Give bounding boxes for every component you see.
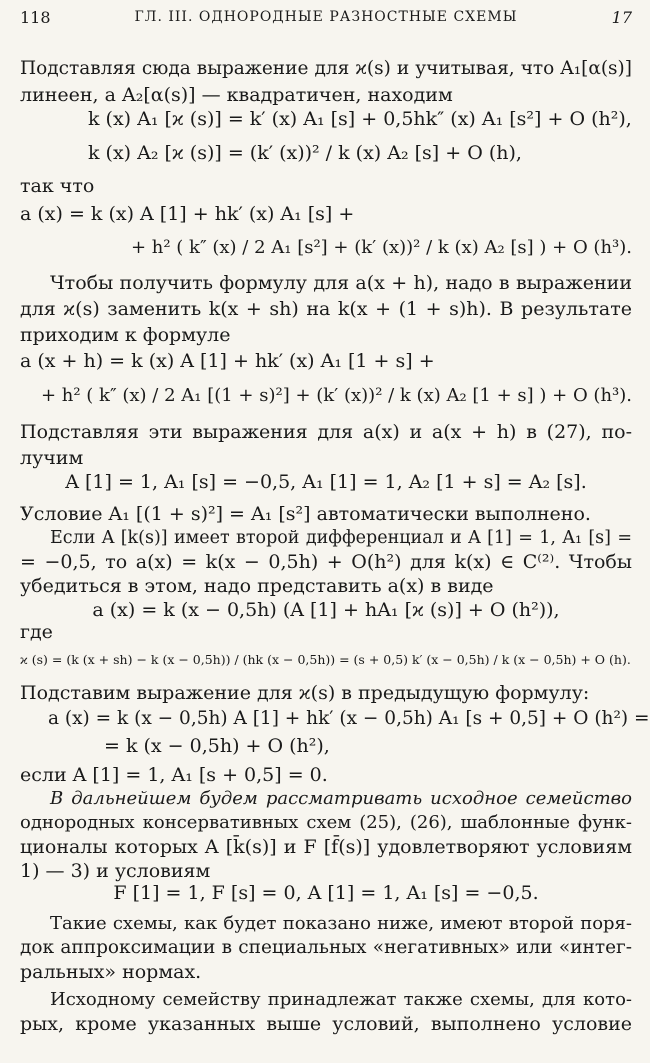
- formula-line: a (x + h) = k (x) A [1] + hk′ (x) A₁ [1 + s] +: [20, 350, 435, 372]
- text-line: если A [1] = 1, A₁ [s + 0,5] = 0.: [20, 764, 328, 786]
- formula-line: a (x) = k (x − 0,5h) A [1] + hk′ (x − 0,5h) A₁ [s + 0,5] + O (h²) =: [48, 708, 650, 729]
- formula-line: ϰ (s) = (k (x + sh) − k (x − 0,5h)) / (hk (x − 0,5h)) = (s + 0,5) k′ (x − 0,5h) / k (x − 0,5h) + O (h).: [20, 652, 631, 667]
- text-line: Если A [k(s)] имеет второй дифференциал и A [1] = 1, A₁ [s] =: [50, 528, 632, 548]
- text-line: где: [20, 621, 53, 643]
- section-number: 17: [611, 8, 632, 27]
- text-line: для ϰ(s) заменить k(x + sh) на k(x + (1 + s)h). В результате: [20, 298, 632, 320]
- text-line: Подставим выражение для ϰ(s) в предыдущую формулу:: [20, 682, 590, 704]
- text-line: Подставляя эти выражения для a(x) и a(x + h) в (27), по-: [20, 421, 632, 443]
- formula-line: F [1] = 1, F [s] = 0, A [1] = 1, A₁ [s] = −0,5.: [113, 882, 539, 904]
- formula-line: a (x) = k (x) A [1] + hk′ (x) A₁ [s] +: [20, 203, 355, 225]
- text-line: Чтобы получить формулу для a(x + h), надо в выражении: [50, 272, 632, 294]
- formula-line: a (x) = k (x − 0,5h) (A [1] + hA₁ [ϰ (s)] + O (h²)),: [92, 599, 560, 621]
- text-line: линеен, а A₂[α(s)] — квадратичен, находим: [20, 84, 453, 106]
- text-line: = −0,5, то a(x) = k(x − 0,5h) + O(h²) для k(x) ∈ C⁽²⁾. Чтобы: [20, 551, 632, 573]
- page-number: 118: [20, 8, 51, 27]
- formula-line: = k (x − 0,5h) + O (h²),: [104, 735, 330, 757]
- text-line: Исходному семейству принадлежат также схемы, для кото-: [50, 989, 632, 1010]
- formula-line: k (x) A₁ [ϰ (s)] = k′ (x) A₁ [s] + 0,5hk″ (x) A₁ [s²] + O (h²),: [88, 108, 632, 130]
- book-page: [20, 0, 650, 1063]
- running-header: [20, 8, 632, 32]
- text-line: док аппроксимации в специальных «негативных» или «интег-: [20, 937, 632, 958]
- text-line: ционалы которых A [k̄(s)] и F [f̄(s)] удовлетворяют условиям: [20, 836, 632, 858]
- text-line: 1) — 3) и условиям: [20, 860, 211, 882]
- text-line: приходим к формуле: [20, 324, 231, 346]
- text-line: Подставляя сюда выражение для ϰ(s) и учитывая, что A₁[α(s)]: [20, 58, 632, 79]
- formula-line: + h² ( k″ (x) / 2 A₁ [(1 + s)²] + (k′ (x))² / k (x) A₂ [1 + s] ) + O (h³).: [40, 385, 632, 406]
- text-line: Условие A₁ [(1 + s)²] = A₁ [s²] автоматически выполнено.: [20, 503, 591, 525]
- formula-line: k (x) A₂ [ϰ (s)] = (k′ (x))² / k (x) A₂ [s] + O (h),: [88, 142, 522, 164]
- chapter-title: ГЛ. III. ОДНОРОДНЫЕ РАЗНОСТНЫЕ СХЕМЫ: [134, 9, 518, 25]
- text-line: лучим: [20, 447, 84, 469]
- text-line: так что: [20, 175, 95, 197]
- text-line: ральных» нормах.: [20, 961, 202, 983]
- text-line: В дальнейшем будем рассматривать исходное семейство: [50, 788, 632, 809]
- text-line: убедиться в этом, надо представить a(x) в виде: [20, 575, 494, 597]
- formula-line: + h² ( k″ (x) / 2 A₁ [s²] + (k′ (x))² / k (x) A₂ [s] ) + O (h³).: [130, 237, 632, 258]
- text-line: рых, кроме указанных выше условий, выполнено условие: [20, 1013, 632, 1035]
- formula-line: A [1] = 1, A₁ [s] = −0,5, A₁ [1] = 1, A₂ [1 + s] = A₂ [s].: [65, 471, 587, 493]
- text-line: Такие схемы, как будет показано ниже, имеют второй поря-: [50, 913, 632, 934]
- text-line: однородных консервативных схем (25), (26), шаблонные функ-: [20, 812, 632, 833]
